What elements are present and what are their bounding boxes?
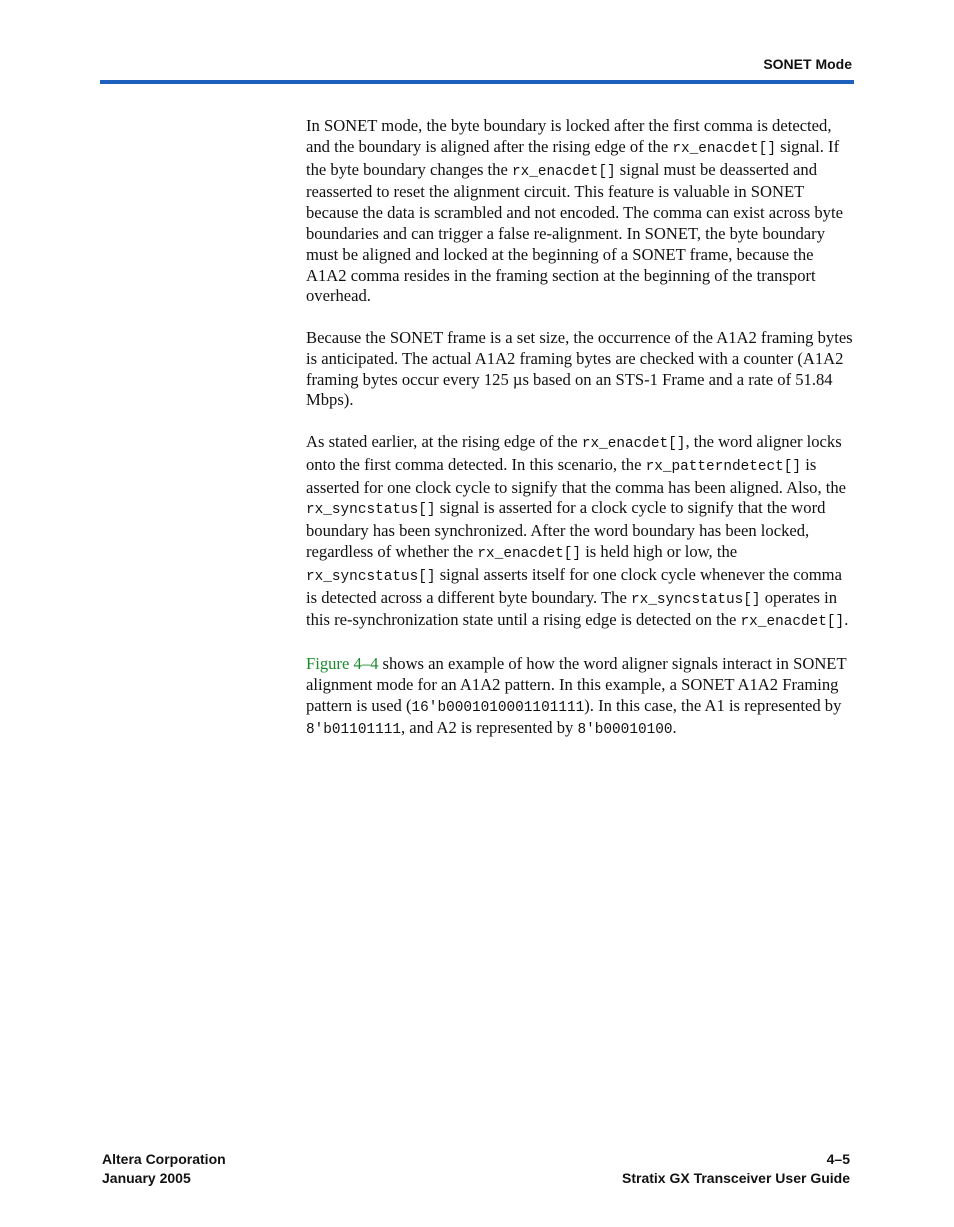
text-run: , the word aligner locks onto the first comma detected. In this scenario, the — [306, 431, 842, 474]
header-rule — [100, 80, 854, 84]
figure-link[interactable]: Figure 4–4 — [306, 653, 379, 673]
footer-left — [102, 1150, 226, 1188]
code-signal: rx_enacdet[] — [740, 614, 845, 631]
paragraph-4 — [306, 654, 854, 741]
text-run: . — [672, 718, 677, 738]
code-signal: rx_enacdet[] — [581, 435, 686, 452]
code-signal: rx_enacdet[] — [511, 163, 616, 180]
paragraph-2 — [306, 328, 854, 411]
body-text — [306, 116, 854, 762]
paragraph-3 — [306, 432, 854, 633]
text-run: , and A2 is represented by — [401, 718, 578, 738]
code-signal: rx_enacdet[] — [477, 545, 582, 562]
paragraph-1 — [306, 116, 854, 307]
text-run: In SONET mode, the byte boundary is locked after the first comma is detected, and the boundary is aligned after the rising edge of the — [306, 116, 832, 156]
text-run: Because the SONET frame is a set size, the occurrence of the A1A2 framing bytes is anticipated. The actual A1A2 framing bytes are checked with a counter (A1A2 framing bytes occur every 125 µs based on an STS-1 Frame and a rate of 51.84 Mbps). — [306, 327, 853, 410]
text-run: signal is asserted for a clock cycle to signify that the word boundary has been synchronized. After the word boundary has been locked, regardless of whether the — [306, 498, 826, 561]
text-run: shows an example of how the word aligner signals interact in SONET alignment mode for an A1A2 pattern. In this example, a SONET A1A2 Framing pattern is used ( — [306, 653, 847, 715]
text-run: As stated earlier, at the rising edge of the — [306, 431, 582, 451]
text-run: is asserted for one clock cycle to signify that the comma has been aligned. Also, the — [306, 454, 847, 497]
footer-date: January 2005 — [102, 1170, 191, 1186]
text-run: ). In this case, the A1 is represented by — [584, 695, 842, 715]
text-run: is held high or low, the — [581, 541, 738, 561]
text-run: operates in this re-synchronization state until a rising edge is detected on the — [306, 587, 838, 630]
code-signal: rx_syncstatus[] — [306, 502, 436, 519]
code-value: 8'b01101111 — [306, 722, 401, 739]
text-run: signal must be deasserted and reasserted to reset the alignment circuit. This feature is valuable in SONET because the data is scrambled and not encoded. The comma can exist across byte boundaries and can trigger a false re-alignment. In SONET, the byte boundary must be aligned and locked at the beginning of a SONET frame, because the A1A2 comma resides in the framing section at the beginning of the transport overhead. — [306, 159, 843, 306]
footer-company: Altera Corporation — [102, 1151, 226, 1167]
code-signal: rx_syncstatus[] — [306, 568, 436, 585]
footer-guide-title: Stratix GX Transceiver User Guide — [622, 1170, 850, 1186]
text-run: . — [844, 610, 849, 630]
code-signal: rx_patterndetect[] — [645, 458, 802, 475]
text-run: signal. If the byte boundary changes the — [306, 136, 840, 179]
code-value: 16'b0001010001101111 — [411, 699, 585, 716]
code-signal: rx_syncstatus[] — [631, 591, 761, 608]
text-run: signal asserts itself for one clock cycle whenever the comma is detected across a different byte boundary. The — [306, 564, 842, 607]
code-value: 8'b00010100 — [577, 722, 673, 739]
section-title: SONET Mode — [763, 56, 852, 72]
code-signal: rx_enacdet[] — [672, 140, 776, 157]
page-number: 4–5 — [826, 1151, 850, 1167]
footer-right — [622, 1150, 850, 1188]
